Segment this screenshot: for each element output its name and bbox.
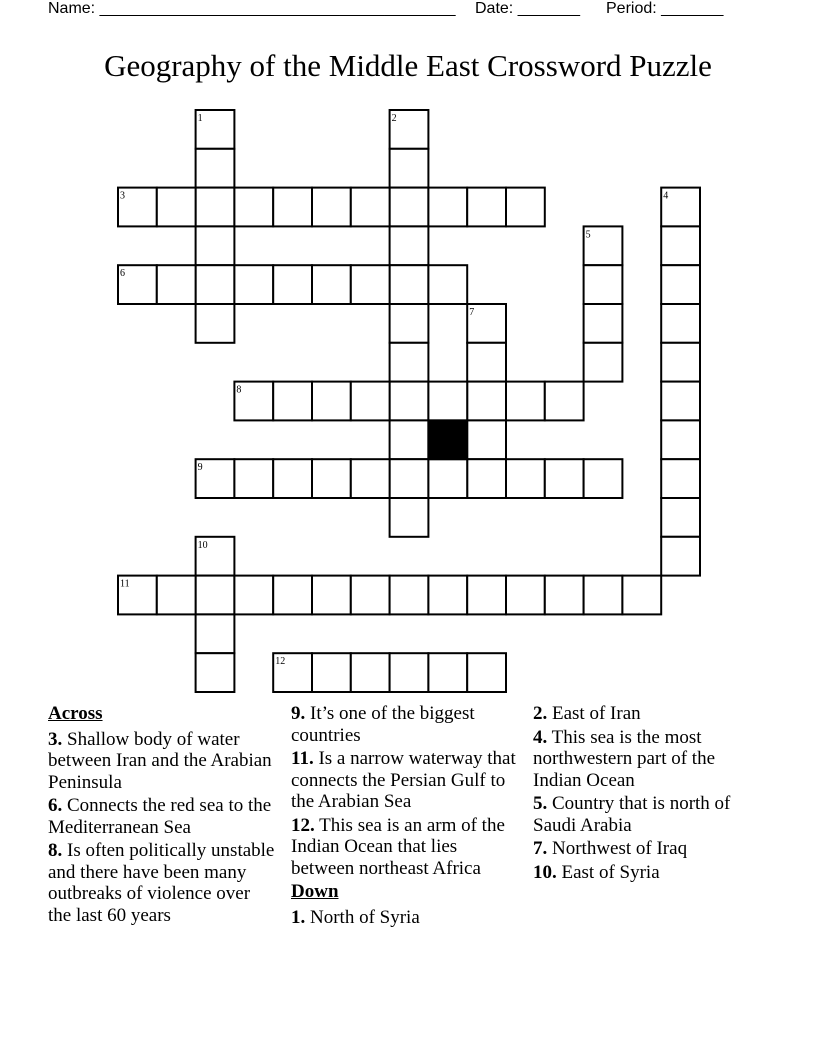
grid-cell[interactable]: [506, 459, 545, 498]
clue-down-5: 5. Country that is north of Saudi Arabia: [533, 793, 731, 836]
grid-cell[interactable]: [234, 576, 273, 615]
grid-cell[interactable]: [661, 265, 700, 304]
grid-cell[interactable]: [467, 382, 506, 421]
grid-cell[interactable]: [390, 226, 429, 265]
grid-cell[interactable]: [428, 459, 467, 498]
clue-down-1: 1. North of Syria: [291, 906, 420, 928]
grid-cell[interactable]: [196, 576, 235, 615]
grid-cell[interactable]: [351, 653, 390, 692]
grid-cell[interactable]: [467, 343, 506, 382]
grid-cell[interactable]: [312, 382, 351, 421]
grid-cell[interactable]: [428, 265, 467, 304]
clue-number-7: 7: [469, 307, 475, 318]
grid-cell[interactable]: [622, 576, 661, 615]
grid-cell[interactable]: [390, 420, 429, 459]
grid-cell[interactable]: [506, 576, 545, 615]
grid-cell[interactable]: [661, 382, 700, 421]
puzzle-title: Geography of the Middle East Crossword Puzzle: [104, 48, 712, 83]
grid-cell[interactable]: [428, 382, 467, 421]
clue-down-2: 2. East of Iran: [533, 703, 641, 724]
grid-cell[interactable]: [196, 149, 235, 188]
grid-cell[interactable]: [273, 188, 312, 227]
grid-cell[interactable]: [661, 537, 700, 576]
grid-cell[interactable]: [351, 459, 390, 498]
grid-cell[interactable]: [428, 188, 467, 227]
grid-cell[interactable]: [196, 188, 235, 227]
grid-cell[interactable]: [506, 382, 545, 421]
across-heading: Across: [48, 703, 103, 724]
grid-cell[interactable]: [273, 382, 312, 421]
grid-cell[interactable]: [467, 188, 506, 227]
grid-cell[interactable]: [234, 265, 273, 304]
grid-cell[interactable]: [234, 459, 273, 498]
clue-across-12: 12. This sea is an arm of the Indian Ocean that lies between northeast Africa: [291, 814, 505, 879]
grid-cell[interactable]: [467, 653, 506, 692]
clue-column-3: [533, 703, 763, 885]
grid-cell[interactable]: [390, 459, 429, 498]
grid-cell[interactable]: [661, 498, 700, 537]
grid-cell[interactable]: [390, 498, 429, 537]
grid-cell[interactable]: [390, 304, 429, 343]
clue-column-1: [48, 703, 276, 928]
grid-cell[interactable]: [390, 343, 429, 382]
clue-number-1: 1: [197, 113, 203, 124]
clue-down-10: 10. East of Syria: [533, 861, 660, 883]
grid-cell[interactable]: [312, 265, 351, 304]
grid-cell[interactable]: [661, 459, 700, 498]
clue-number-5: 5: [585, 229, 591, 241]
grid-cell[interactable]: [157, 265, 196, 304]
clue-across-11: 11. Is a narrow waterway that connects the Persian Gulf to the Arabian Sea: [291, 748, 516, 812]
grid-cell[interactable]: [584, 576, 623, 615]
clue-number-2: 2: [391, 113, 397, 124]
name-field-label: Name: ________________________________________: [48, 0, 456, 17]
grid-cell[interactable]: [390, 149, 429, 188]
grid-cell[interactable]: [390, 576, 429, 615]
clue-number-8: 8: [236, 384, 242, 396]
clue-across-8: 8. Is often politically unstable and there have been many outbreaks of violence over the last 60 years: [48, 840, 275, 926]
grid-cell[interactable]: [428, 653, 467, 692]
grid-cell[interactable]: [545, 576, 584, 615]
grid-cell[interactable]: [196, 304, 235, 343]
grid-cell[interactable]: [312, 459, 351, 498]
grid-cell[interactable]: [196, 226, 235, 265]
clue-number-3: 3: [120, 190, 125, 202]
date-field-label: Date: _______: [475, 0, 580, 17]
grid-cell[interactable]: [584, 304, 623, 343]
grid-cell[interactable]: [312, 188, 351, 227]
grid-cell[interactable]: [428, 576, 467, 615]
grid-cell[interactable]: [196, 653, 235, 692]
grid-cell[interactable]: [351, 576, 390, 615]
grid-cell[interactable]: [157, 188, 196, 227]
clue-down-4: 4. This sea is the most northwestern part of the Indian Ocean: [533, 726, 716, 791]
grid-cell[interactable]: [196, 614, 235, 653]
clue-column-2: [291, 703, 521, 930]
clue-number-4: 4: [663, 190, 669, 202]
grid-cell[interactable]: [390, 382, 429, 421]
period-field-label: Period: _______: [606, 0, 724, 17]
grid-cell[interactable]: [661, 343, 700, 382]
clue-across-9: 9. It’s one of the biggest countries: [291, 703, 475, 746]
down-heading: Down: [291, 881, 339, 902]
clue-down-7: 7. Northwest of Iraq: [533, 838, 688, 859]
grid-cell[interactable]: [584, 459, 623, 498]
grid-cell[interactable]: [196, 265, 235, 304]
grid-cell[interactable]: [661, 226, 700, 265]
grid-cell[interactable]: [390, 265, 429, 304]
grid-cell[interactable]: [661, 420, 700, 459]
clue-across-3: 3. Shallow body of water between Iran and the Arabian Peninsula: [48, 728, 272, 793]
grid-cell[interactable]: [661, 304, 700, 343]
clue-number-9: 9: [197, 462, 203, 474]
grid-cell[interactable]: [584, 343, 623, 382]
grid-cell[interactable]: [273, 265, 312, 304]
grid-cell[interactable]: [351, 382, 390, 421]
grid-cell[interactable]: [467, 459, 506, 498]
grid-block-cell: [428, 420, 467, 459]
grid-cell[interactable]: [545, 459, 584, 498]
clue-number-10: 10: [197, 539, 208, 551]
grid-cell[interactable]: [351, 188, 390, 227]
clue-number-11: 11: [120, 578, 130, 590]
grid-cell[interactable]: [234, 188, 273, 227]
clue-number-12: 12: [275, 656, 286, 668]
grid-cell[interactable]: [506, 188, 545, 227]
grid-cell[interactable]: [273, 459, 312, 498]
grid-cell[interactable]: [390, 653, 429, 692]
clue-across-6: 6. Connects the red sea to the Mediterranean Sea: [48, 795, 272, 838]
grid-cell[interactable]: [545, 382, 584, 421]
grid-cell[interactable]: [390, 188, 429, 227]
grid-cell[interactable]: [351, 265, 390, 304]
clue-number-6: 6: [120, 268, 125, 280]
grid-cell[interactable]: [312, 576, 351, 615]
grid-cell[interactable]: [273, 576, 312, 615]
grid-cell[interactable]: [312, 653, 351, 692]
grid-cell[interactable]: [467, 420, 506, 459]
grid-cell[interactable]: [584, 265, 623, 304]
grid-cell[interactable]: [467, 576, 506, 615]
grid-cell[interactable]: [157, 576, 196, 615]
